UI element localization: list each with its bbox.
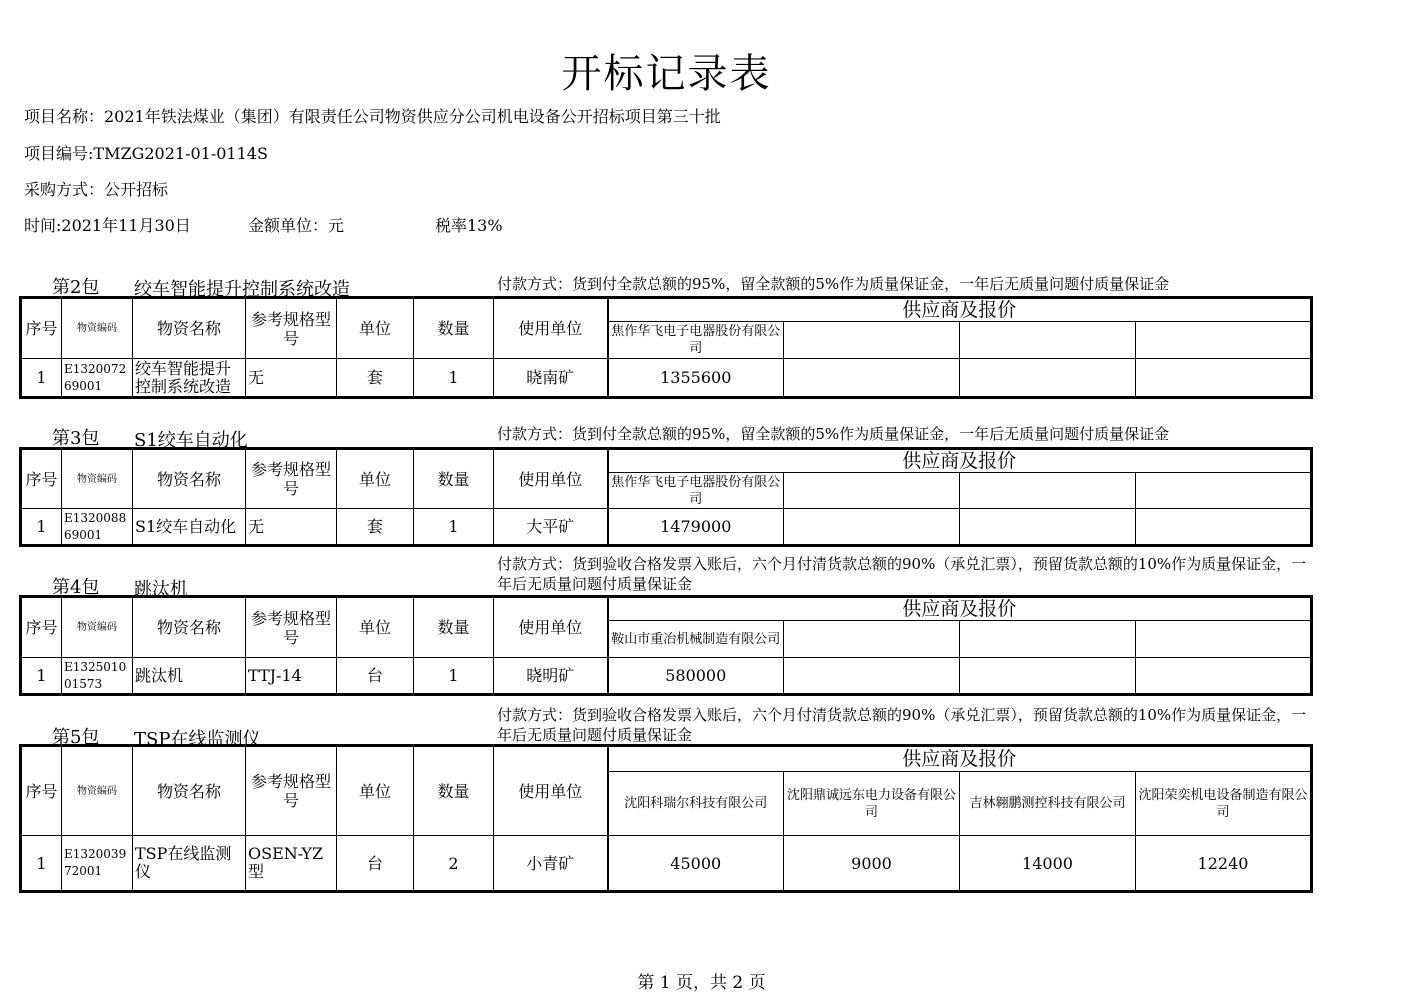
header-user: 使用单位 [494, 298, 608, 359]
row-unit: 套 [337, 359, 414, 398]
supplier-name: 沈阳科瑞尔科技有限公司 [608, 772, 784, 836]
project-name: 项目名称：2021年铁法煤业（集团）有限责任公司物资供应分公司机电设备公开招标项目第三十批 [24, 107, 721, 126]
header-spec: 参考规格型号 [246, 746, 337, 836]
package-number: 第5包 [52, 727, 100, 748]
header-code: 物资编码 [62, 746, 133, 836]
header-spec: 参考规格型号 [246, 597, 337, 658]
supplier-name: 鞍山市重冶机械制造有限公司 [608, 621, 784, 658]
procurement-method: 采购方式：公开招标 [24, 180, 169, 199]
meta-line [24, 213, 503, 236]
header-unit: 单位 [337, 746, 414, 836]
supplier-name [1136, 621, 1312, 658]
header-code: 物资编码 [62, 298, 133, 359]
header-supplier-quote: 供应商及报价 [608, 298, 1312, 322]
row-price [784, 359, 960, 398]
header-supplier-quote: 供应商及报价 [608, 449, 1312, 473]
row-seq: 1 [21, 509, 62, 546]
row-price: 1479000 [608, 509, 784, 546]
header-qty: 数量 [414, 597, 494, 658]
header-code: 物资编码 [62, 449, 133, 509]
row-user: 小青矿 [494, 836, 608, 892]
header-unit: 单位 [337, 449, 414, 509]
row-unit: 套 [337, 509, 414, 546]
row-price [1136, 359, 1312, 398]
row-price [1136, 509, 1312, 546]
header-name: 物资名称 [133, 449, 246, 509]
bid-time: 时间:2021年11月30日 [24, 216, 191, 235]
row-unit: 台 [337, 836, 414, 892]
row-user: 大平矿 [494, 509, 608, 546]
header-qty: 数量 [414, 298, 494, 359]
header-qty: 数量 [414, 746, 494, 836]
header-seq: 序号 [21, 449, 62, 509]
supplier-name [960, 621, 1136, 658]
header-unit: 单位 [337, 597, 414, 658]
row-seq: 1 [21, 658, 62, 695]
row-price [784, 658, 960, 695]
row-price [784, 509, 960, 546]
row-name: TSP在线监测仪 [133, 836, 246, 892]
page-footer: 第 1 页，共 2 页 [637, 973, 766, 993]
row-code: E132501001573 [62, 658, 133, 695]
row-qty: 1 [414, 658, 494, 695]
bid-table-package-2 [19, 296, 1313, 399]
row-name: 绞车智能提升控制系统改造 [133, 359, 246, 398]
supplier-name [960, 322, 1136, 359]
row-spec: OSEN-YZ型 [246, 836, 337, 892]
row-price [960, 658, 1136, 695]
row-spec: 无 [246, 359, 337, 398]
supplier-name [784, 621, 960, 658]
row-code: E132007269001 [62, 359, 133, 398]
row-user: 晓明矿 [494, 658, 608, 695]
page-title: 开标记录表 [561, 51, 772, 97]
row-qty: 1 [414, 359, 494, 398]
supplier-name [1136, 322, 1312, 359]
row-price: 9000 [784, 836, 960, 892]
supplier-name: 沈阳鼎诚远东电力设备有限公司 [784, 772, 960, 836]
row-seq: 1 [21, 359, 62, 398]
row-code: E132008869001 [62, 509, 133, 546]
header-name: 物资名称 [133, 746, 246, 836]
project-code: 项目编号:TMZG2021-01-0114S [24, 144, 268, 163]
header-seq: 序号 [21, 746, 62, 836]
header-unit: 单位 [337, 298, 414, 359]
bid-table-package-5 [19, 744, 1313, 893]
header-spec: 参考规格型号 [246, 298, 337, 359]
row-spec: TTJ-14 [246, 658, 337, 695]
header-user: 使用单位 [494, 597, 608, 658]
row-qty: 2 [414, 836, 494, 892]
row-user: 晓南矿 [494, 359, 608, 398]
header-seq: 序号 [21, 597, 62, 658]
header-name: 物资名称 [133, 597, 246, 658]
row-seq: 1 [21, 836, 62, 892]
package-number: 第3包 [52, 428, 100, 449]
supplier-name [960, 473, 1136, 509]
row-price: 45000 [608, 836, 784, 892]
tax-rate: 税率13% [435, 216, 503, 235]
row-price [1136, 658, 1312, 695]
payment-terms: 付款方式：货到验收合格发票入账后，六个月付清货款总额的90%（承兑汇票），预留货款总额的10%作为质量保证金，一年后无质量问题付质量保证金 [497, 555, 1307, 593]
package-number: 第4包 [52, 577, 100, 598]
package-number: 第2包 [52, 277, 100, 298]
row-price [960, 359, 1136, 398]
supplier-name: 焦作华飞电子电器股份有限公司 [608, 473, 784, 509]
header-code: 物资编码 [62, 597, 133, 658]
row-price: 1355600 [608, 359, 784, 398]
row-name: S1绞车自动化 [133, 509, 246, 546]
row-unit: 台 [337, 658, 414, 695]
header-user: 使用单位 [494, 449, 608, 509]
supplier-name: 焦作华飞电子电器股份有限公司 [608, 322, 784, 359]
header-supplier-quote: 供应商及报价 [608, 597, 1312, 621]
package-name: 跳汰机 [134, 579, 188, 600]
row-price: 14000 [960, 836, 1136, 892]
row-price: 580000 [608, 658, 784, 695]
package-name: 绞车智能提升控制系统改造 [134, 279, 350, 300]
header-qty: 数量 [414, 449, 494, 509]
supplier-name: 吉林翱鹏测控科技有限公司 [960, 772, 1136, 836]
supplier-name [784, 473, 960, 509]
bid-table-package-3 [19, 447, 1313, 547]
payment-terms: 付款方式：货到付全款总额的95%，留全款额的5%作为质量保证金，一年后无质量问题付质量保证金 [497, 275, 1170, 293]
payment-terms: 付款方式：货到验收合格发票入账后，六个月付清货款总额的90%（承兑汇票），预留货款总额的10%作为质量保证金，一年后无质量问题付质量保证金 [497, 706, 1307, 744]
row-qty: 1 [414, 509, 494, 546]
header-seq: 序号 [21, 298, 62, 359]
bid-table-package-4 [19, 595, 1313, 696]
supplier-name [1136, 473, 1312, 509]
header-spec: 参考规格型号 [246, 449, 337, 509]
package-name: S1绞车自动化 [134, 430, 248, 451]
row-code: E132003972001 [62, 836, 133, 892]
row-name: 跳汰机 [133, 658, 246, 695]
header-supplier-quote: 供应商及报价 [608, 746, 1312, 772]
supplier-name: 沈阳荣奕机电设备制造有限公司 [1136, 772, 1312, 836]
header-user: 使用单位 [494, 746, 608, 836]
row-spec: 无 [246, 509, 337, 546]
header-name: 物资名称 [133, 298, 246, 359]
payment-terms: 付款方式：货到付全款总额的95%，留全款额的5%作为质量保证金，一年后无质量问题付质量保证金 [497, 425, 1170, 443]
currency-unit: 金额单位：元 [248, 216, 345, 235]
package-name: TSP在线监测仪 [134, 729, 261, 750]
row-price [960, 509, 1136, 546]
supplier-name [784, 322, 960, 359]
row-price: 12240 [1136, 836, 1312, 892]
